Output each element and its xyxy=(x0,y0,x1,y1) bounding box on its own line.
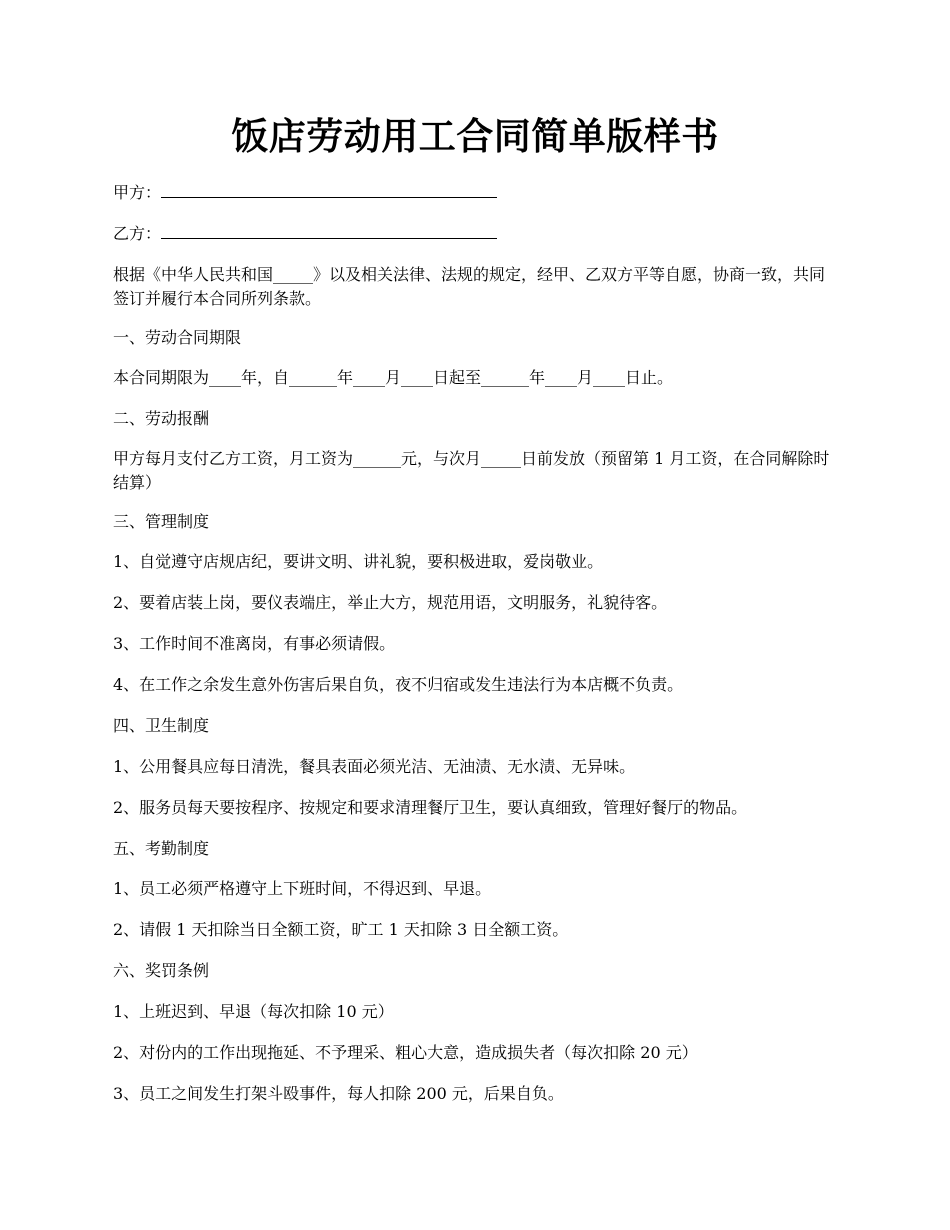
section-3-heading: 三、管理制度 xyxy=(113,512,210,531)
party-a-line xyxy=(113,181,843,205)
document-title: 饭店劳动用工合同简单版样书 xyxy=(231,114,719,158)
section-6-item-2: 2、对份内的工作出现拖延、不予理采、粗心大意，造成损失者（每次扣除 20 元） xyxy=(113,1043,698,1062)
section-6-heading: 六、奖罚条例 xyxy=(113,961,210,980)
section-3-item-2: 2、要着店装上岗，要仪表端庄，举止大方，规范用语，文明服务，礼貌待客。 xyxy=(113,593,668,612)
section-1-text: 本合同期限为____年，自______年____月____日起至______年____月____日止。 xyxy=(113,368,674,387)
party-a-blank xyxy=(161,181,497,198)
party-b-label: 乙方： xyxy=(113,224,162,243)
section-2-heading: 二、劳动报酬 xyxy=(113,409,210,428)
section-3-item-1: 1、自觉遵守店规店纪，要讲文明、讲礼貌，要积极进取，爱岗敬业。 xyxy=(113,552,604,571)
party-b-line xyxy=(113,222,843,246)
section-5-heading: 五、考勤制度 xyxy=(113,839,210,858)
section-3-item-4: 4、在工作之余发生意外伤害后果自负，夜不归宿或发生违法行为本店概不负责。 xyxy=(113,675,684,694)
section-4-item-1: 1、公用餐具应每日清洗，餐具表面必须光洁、无油渍、无水渍、无异味。 xyxy=(113,757,636,776)
section-5-item-2: 2、请假 1 天扣除当日全额工资，旷工 1 天扣除 3 日全额工资。 xyxy=(113,920,569,939)
party-a-label: 甲方： xyxy=(113,183,162,202)
section-2-text: 甲方每月支付乙方工资，月工资为______元，与次月_____日前发放（预留第 1 月工资，在合同解除时结算） xyxy=(113,449,830,492)
section-4-item-2: 2、服务员每天要按程序、按规定和要求清理餐厅卫生，要认真细致，管理好餐厅的物品。 xyxy=(113,798,748,817)
section-4-heading: 四、卫生制度 xyxy=(113,716,210,735)
section-3-item-3: 3、工作时间不准离岗，有事必须请假。 xyxy=(113,634,396,653)
section-6-item-3: 3、员工之间发生打架斗殴事件，每人扣除 200 元，后果自负。 xyxy=(113,1084,564,1103)
section-6-item-1: 1、上班迟到、早退（每次扣除 10 元） xyxy=(113,1002,394,1021)
party-b-blank xyxy=(161,222,497,239)
section-5-item-1: 1、员工必须严格遵守上下班时间，不得迟到、早退。 xyxy=(113,879,492,898)
intro-paragraph: 根据《中华人民共和国_____》以及相关法律、法规的规定，经甲、乙双方平等自愿，协商一致，共同签订并履行本合同所列条款。 xyxy=(113,265,826,308)
section-1-heading: 一、劳动合同期限 xyxy=(113,328,242,347)
